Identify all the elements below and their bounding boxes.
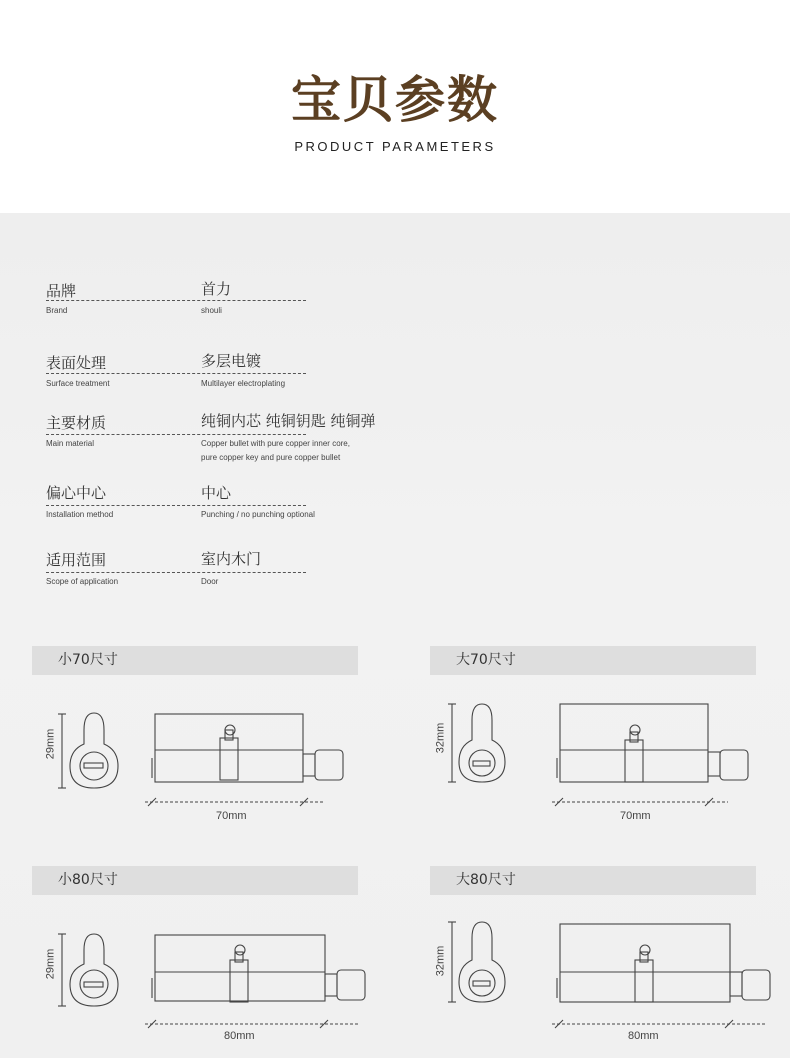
page-header (0, 0, 790, 213)
page-title: 宝贝参数 (291, 71, 499, 129)
param-value-en: Punching / no punching optional (201, 510, 315, 519)
param-label: 品牌 (46, 282, 77, 300)
length-label: 80mm (628, 1030, 659, 1042)
param-label-en: Installation method (46, 510, 114, 519)
divider (46, 373, 306, 374)
param-label: 适用范围 (46, 551, 107, 569)
divider (46, 572, 306, 573)
height-label: 32mm (434, 722, 447, 754)
param-value: 中心 (201, 484, 232, 502)
param-value-en: shouli (201, 306, 222, 315)
param-value-en: Multilayer electroplating (201, 379, 286, 388)
param-value: 多层电镀 (201, 352, 262, 370)
lock-cylinder-diagram-small-80 (40, 920, 370, 1050)
height-label: 32mm (434, 945, 447, 977)
param-value: 纯铜内芯 纯铜钥匙 纯铜弹 (201, 412, 376, 430)
size-header-large-70 (430, 646, 756, 675)
divider (46, 300, 306, 301)
param-label-en: Surface treatment (46, 379, 110, 388)
length-label: 70mm (620, 810, 651, 822)
size-title: 小70尺寸 (58, 652, 118, 668)
length-label: 70mm (216, 810, 247, 822)
divider (46, 434, 306, 435)
lock-cylinder-diagram-large-70 (440, 700, 760, 830)
size-header-small-70 (32, 646, 358, 675)
size-title: 大80尺寸 (456, 872, 516, 888)
height-label: 29mm (44, 948, 57, 980)
size-title: 大70尺寸 (456, 652, 516, 668)
page-subtitle: PRODUCT PARAMETERS (294, 139, 496, 154)
divider (46, 505, 306, 506)
param-value-en: Door (201, 577, 219, 586)
param-label: 偏心中心 (46, 484, 107, 502)
param-value: 首力 (201, 280, 232, 298)
param-label: 表面处理 (46, 354, 107, 372)
param-label-en: Scope of application (46, 577, 119, 586)
param-value-en-line2: pure copper key and pure copper bullet (201, 453, 341, 462)
height-label: 29mm (44, 728, 57, 760)
param-value-en: Copper bullet with pure copper inner core, (201, 439, 350, 448)
size-header-large-80 (430, 866, 756, 895)
size-title: 小80尺寸 (58, 872, 118, 888)
length-label: 80mm (224, 1030, 255, 1042)
param-label: 主要材质 (46, 414, 107, 432)
param-label-en: Brand (46, 306, 68, 315)
param-label-en: Main material (46, 439, 95, 448)
size-header-small-80 (32, 866, 358, 895)
param-value: 室内木门 (201, 550, 262, 568)
lock-cylinder-diagram-small-70 (40, 700, 360, 830)
lock-cylinder-diagram-large-80 (440, 918, 780, 1048)
